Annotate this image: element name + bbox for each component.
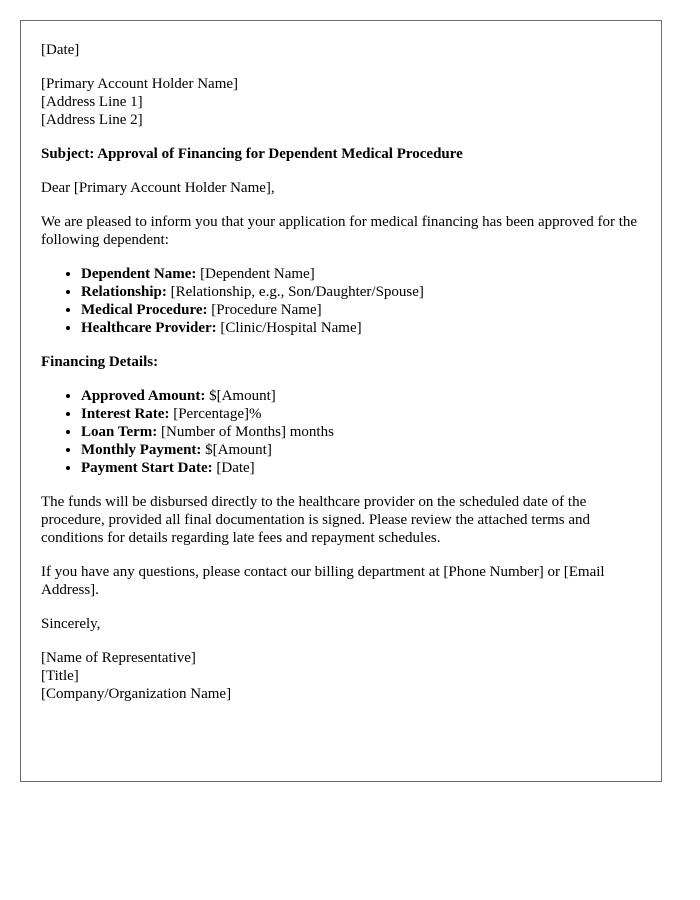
list-item-value: [Number of Months] months: [157, 424, 334, 440]
contact-paragraph: If you have any questions, please contact our billing department at [Phone Number] or [Email Address].: [41, 564, 605, 598]
recipient-name: [Primary Account Holder Name]: [41, 76, 239, 92]
financing-details-list: [41, 387, 641, 477]
recipient-address-line-2: [Address Line 2]: [41, 112, 143, 128]
disbursement-paragraph: The funds will be disbursed directly to the healthcare provider on the scheduled date of the procedure, provided all final documentation is signed. Please review the attached terms and conditions for details regarding late fees and repayment schedules.: [41, 494, 590, 546]
signature-name: [Name of Representative]: [41, 650, 196, 666]
dependent-details-list: [41, 265, 641, 337]
list-item-payment-start-date: [81, 459, 641, 477]
list-item-label: Payment Start Date:: [81, 460, 213, 476]
list-item-value: $[Amount]: [201, 442, 272, 458]
list-item-interest-rate: [81, 405, 641, 423]
signature-block: [41, 649, 641, 703]
list-item-value: [Date]: [212, 460, 255, 476]
list-item-relationship: [81, 283, 641, 301]
list-item-label: Loan Term:: [81, 424, 158, 440]
list-item-value: [Procedure Name]: [207, 302, 322, 318]
list-item-label: Approved Amount:: [81, 388, 206, 404]
list-item-monthly-payment: [81, 441, 641, 459]
list-item-value: [Dependent Name]: [196, 266, 315, 282]
list-item-label: Healthcare Provider:: [81, 320, 217, 336]
closing: Sincerely,: [41, 616, 101, 632]
list-item-approved-amount: [81, 387, 641, 405]
list-item-label: Relationship:: [81, 284, 167, 300]
list-item-value: [Clinic/Hospital Name]: [216, 320, 362, 336]
list-item-value: [Percentage]%: [169, 406, 262, 422]
recipient-address-line-1: [Address Line 1]: [41, 94, 143, 110]
list-item-value: $[Amount]: [205, 388, 276, 404]
list-item-label: Monthly Payment:: [81, 442, 202, 458]
signature-company: [Company/Organization Name]: [41, 686, 232, 702]
list-item-label: Dependent Name:: [81, 266, 197, 282]
list-item-loan-term: [81, 423, 641, 441]
subject-line: Subject: Approval of Financing for Dependent Medical Procedure: [41, 146, 463, 162]
recipient-address-block: [41, 75, 641, 129]
salutation: Dear [Primary Account Holder Name],: [41, 180, 275, 196]
list-item-dependent-name: [81, 265, 641, 283]
signature-title: [Title]: [41, 668, 79, 684]
financing-details-heading: Financing Details:: [41, 354, 159, 370]
list-item-value: [Relationship, e.g., Son/Daughter/Spouse]: [166, 284, 424, 300]
letter-document: [20, 20, 662, 782]
list-item-label: Interest Rate:: [81, 406, 170, 422]
letter-date: [Date]: [41, 42, 80, 58]
list-item-healthcare-provider: [81, 319, 641, 337]
intro-paragraph: We are pleased to inform you that your application for medical financing has been approved for the following dependent:: [41, 214, 638, 248]
list-item-medical-procedure: [81, 301, 641, 319]
list-item-label: Medical Procedure:: [81, 302, 208, 318]
